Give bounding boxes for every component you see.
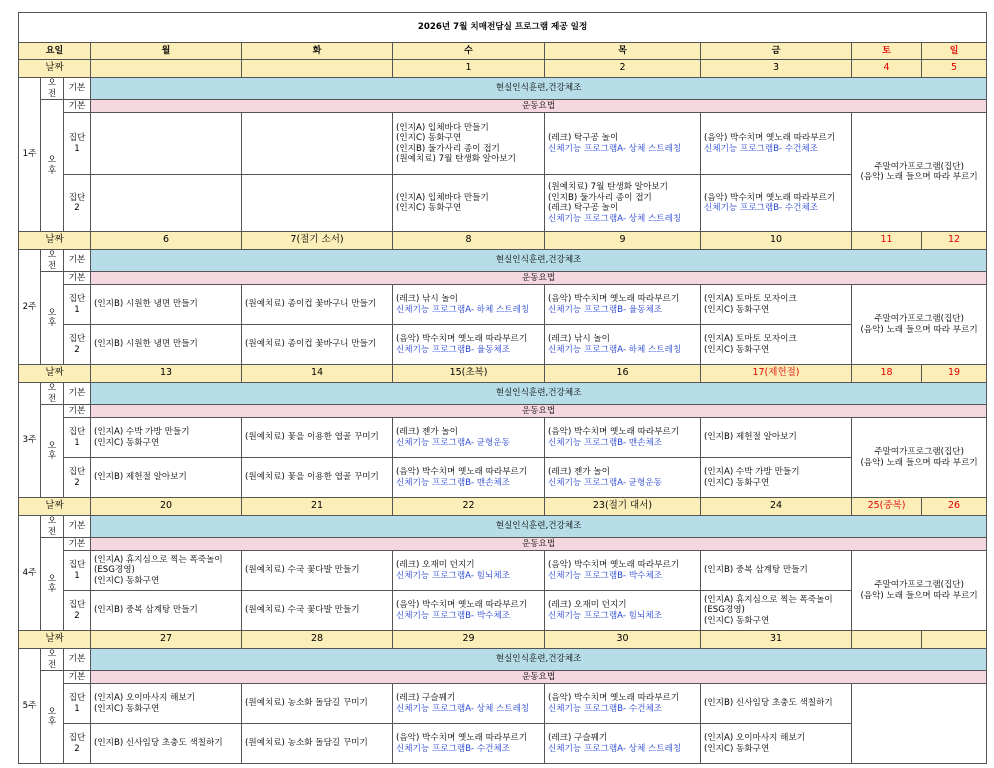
- date-cell: 28: [242, 631, 393, 649]
- activity-cell: [701, 458, 852, 498]
- activity-text: (원예치료) 수국 꽃다발 만들기: [245, 605, 360, 616]
- activity-cell: [393, 418, 545, 458]
- am-row: [19, 250, 987, 272]
- physical-program-text: 신체기능 프로그램B- 수건체조: [704, 143, 819, 154]
- weekend-program-text: (음악) 노래 들으며 따라 부르기: [860, 324, 978, 335]
- am-row: [19, 78, 987, 100]
- group-1-row: [19, 418, 987, 458]
- group-1-row: [19, 684, 987, 724]
- group-1-row: [19, 551, 987, 591]
- activity-text: (인지C) 동화구연: [94, 437, 160, 448]
- activity-text: (인지B) 제헌절 알아보기: [704, 432, 797, 443]
- exercise-therapy-bar: 운동요법: [91, 405, 987, 418]
- activity-text: (레크) 젠가 놀이: [548, 467, 610, 477]
- weekend-program-cell: [852, 113, 987, 232]
- date-cell: 13: [91, 365, 242, 383]
- physical-program-text: 신체기능 프로그램A- 상체 스트레칭: [548, 743, 682, 754]
- cognitive-training-bar: 현실인식훈련,건강체조: [91, 78, 987, 100]
- activity-text: (인지C) 동화구연: [94, 703, 160, 714]
- group-2-row: [19, 591, 987, 631]
- activity-cell: [393, 591, 545, 631]
- activity-cell: [393, 458, 545, 498]
- activity-cell: [701, 724, 852, 764]
- weekend-program-cell: [852, 285, 987, 365]
- activity-text: (음악) 박수치며 옛노래 따라부르기: [396, 467, 528, 477]
- week-label: 3주: [19, 383, 41, 498]
- pm-label: 오후: [41, 272, 64, 365]
- basic-label: 기본: [64, 383, 91, 405]
- activity-text: (원예치료) 수국 꽃다발 만들기: [245, 565, 360, 576]
- activity-cell: [701, 175, 852, 232]
- activity-text: (인지C) 동화구연: [704, 743, 770, 754]
- physical-program-text: 신체기능 프로그램A- 하체 스트레칭: [548, 344, 682, 355]
- basic-label: 기본: [64, 538, 91, 551]
- date-row-label: 날짜: [19, 232, 91, 250]
- activity-cell: [242, 325, 393, 365]
- activity-text: (음악) 박수치며 옛노래 따라부르기: [548, 427, 680, 437]
- basic-label: 기본: [64, 100, 91, 113]
- activity-cell: [545, 551, 701, 591]
- pm-basic-row: [19, 538, 987, 551]
- date-cell: [922, 631, 987, 649]
- activity-cell: [393, 285, 545, 325]
- weekday-fri: 금: [701, 43, 852, 60]
- activity-cell: [91, 551, 242, 591]
- group-1-label: 집단1: [64, 684, 91, 724]
- activity-text: (인지C) 동화구연: [704, 304, 770, 315]
- activity-cell: [242, 551, 393, 591]
- activity-text: (음악) 박수치며 옛노래 따라부르기: [704, 133, 836, 143]
- activity-text: (인지C) 동화구연: [396, 133, 462, 143]
- date-row-label: 날짜: [19, 60, 91, 78]
- date-cell: 30: [545, 631, 701, 649]
- weekend-program-cell: [852, 551, 987, 631]
- physical-program-text: 신체기능 프로그램B- 수건체조: [396, 743, 511, 754]
- date-cell: 24: [701, 498, 852, 516]
- activity-text: (인지C) 동화구연: [396, 203, 462, 213]
- cognitive-training-bar: 현실인식훈련,건강체조: [91, 250, 987, 272]
- activity-text: (음악) 박수치며 옛노래 따라부르기: [704, 192, 836, 203]
- activity-cell: [242, 591, 393, 631]
- activity-text: (레크) 낚시 놀이: [548, 334, 610, 344]
- activity-cell: [545, 113, 701, 175]
- activity-text: (인지B) 시원한 냉면 만들기: [94, 339, 198, 350]
- date-cell: 22: [393, 498, 545, 516]
- basic-label: 기본: [64, 250, 91, 272]
- activity-text: (음악) 박수치며 옛노래 따라부르기: [396, 733, 528, 743]
- activity-cell: [393, 551, 545, 591]
- activity-text: (원예치료) 7월 탄생화 알아보기: [396, 154, 516, 164]
- am-label: 오전: [41, 383, 64, 405]
- activity-cell: [701, 684, 852, 724]
- activity-text: (음악) 박수치며 옛노래 따라부르기: [548, 693, 680, 703]
- date-row-label: 날짜: [19, 631, 91, 649]
- date-row: [19, 232, 987, 250]
- group-1-row: [19, 113, 987, 175]
- exercise-therapy-bar: 운동요법: [91, 272, 987, 285]
- date-row: [19, 60, 987, 78]
- activity-text: (레크) 탁구공 놀이: [548, 133, 619, 143]
- activity-text: (인지B) 신사임당 초충도 색칠하기: [704, 698, 833, 709]
- activity-cell: [91, 113, 242, 175]
- activity-text: (레크) 오재미 던지기: [396, 560, 475, 570]
- date-cell: 9: [545, 232, 701, 250]
- weekday-header-label: 요일: [19, 43, 91, 60]
- date-cell: 23(절기 대서): [545, 498, 701, 516]
- group-2-row: [19, 458, 987, 498]
- activity-text: (인지C) 동화구연: [704, 344, 770, 355]
- physical-program-text: 신체기능 프로그램A- 상체 스트레칭: [548, 213, 682, 224]
- date-cell: 1: [393, 60, 545, 78]
- date-cell: [852, 631, 922, 649]
- date-cell: 12: [922, 232, 987, 250]
- date-cell: 2: [545, 60, 701, 78]
- group-2-label: 집단2: [64, 591, 91, 631]
- activity-cell: [701, 113, 852, 175]
- activity-cell: [91, 285, 242, 325]
- activity-text: (원예치료) 농소화 돌담길 꾸미기: [245, 698, 368, 709]
- pm-basic-row: [19, 671, 987, 684]
- date-cell: 7(절기 소서): [242, 232, 393, 250]
- group-1-label: 집단1: [64, 551, 91, 591]
- activity-text: (레크) 오재미 던지기: [548, 600, 627, 610]
- activity-text: (인지A) 입체바다 만들기: [396, 122, 489, 133]
- group-1-label: 집단1: [64, 113, 91, 175]
- group-2-label: 집단2: [64, 724, 91, 764]
- date-cell: 11: [852, 232, 922, 250]
- date-row: [19, 631, 987, 649]
- week-label: 1주: [19, 78, 41, 232]
- activity-text: (인지A) 휴지심으로 찍는 폭죽놀이: [94, 554, 223, 565]
- activity-text: (인지B) 제헌절 알아보기: [94, 472, 187, 483]
- physical-program-text: 신체기능 프로그램A- 힘뇌체조: [396, 570, 510, 581]
- activity-cell: [701, 591, 852, 631]
- date-row: [19, 365, 987, 383]
- pm-label: 오후: [41, 405, 64, 498]
- pm-basic-row: [19, 272, 987, 285]
- activity-text: (ESG경영): [704, 605, 745, 616]
- date-cell: 10: [701, 232, 852, 250]
- weekend-program-text: 주말여가프로그램(집단): [874, 580, 964, 590]
- activity-cell: [545, 418, 701, 458]
- am-label: 오전: [41, 250, 64, 272]
- date-cell: [91, 60, 242, 78]
- activity-text: (음악) 박수치며 옛노래 따라부르기: [396, 600, 528, 610]
- group-1-row: [19, 285, 987, 325]
- activity-cell: [701, 551, 852, 591]
- weekday-mon: 월: [91, 43, 242, 60]
- physical-program-text: 신체기능 프로그램B- 율동체조: [396, 344, 511, 355]
- activity-cell: [242, 113, 393, 175]
- activity-text: (인지B) 시원한 냉면 만들기: [94, 299, 198, 310]
- activity-text: (ESG경영): [94, 565, 135, 576]
- basic-label: 기본: [64, 671, 91, 684]
- activity-text: (인지C) 동화구연: [704, 615, 770, 626]
- date-cell: 5: [922, 60, 987, 78]
- activity-cell: [545, 285, 701, 325]
- activity-text: (인지A) 수박 가방 만들기: [94, 427, 190, 437]
- weekend-program-text: 주말여가프로그램(집단): [874, 447, 964, 457]
- am-row: [19, 649, 987, 671]
- date-cell: 18: [852, 365, 922, 383]
- date-cell: 17(제헌절): [701, 365, 852, 383]
- activity-cell: [91, 458, 242, 498]
- cognitive-training-bar: 현실인식훈련,건강체조: [91, 516, 987, 538]
- date-cell: 16: [545, 365, 701, 383]
- activity-cell: [91, 418, 242, 458]
- week-label: 2주: [19, 250, 41, 365]
- activity-text: (인지B) 신사임당 초충도 색칠하기: [94, 738, 223, 749]
- activity-text: (인지B) 중복 삼계탕 만들기: [704, 565, 808, 576]
- weekend-program-text: 주말여가프로그램(집단): [874, 314, 964, 324]
- date-cell: 8: [393, 232, 545, 250]
- weekday-sat: 토: [852, 43, 922, 60]
- basic-label: 기본: [64, 516, 91, 538]
- activity-text: (원예치료) 종이컵 꽃바구니 만들기: [245, 299, 377, 310]
- page-title: 2026년 7월 치매전담실 프로그램 제공 일정: [19, 13, 987, 43]
- activity-cell: [242, 285, 393, 325]
- activity-cell: [393, 325, 545, 365]
- activity-cell: [91, 325, 242, 365]
- activity-text: (레크) 젠가 놀이: [396, 427, 458, 437]
- activity-text: (음악) 박수치며 옛노래 따라부르기: [548, 560, 680, 570]
- basic-label: 기본: [64, 405, 91, 418]
- activity-text: (원예치료) 7월 탄생화 알아보기: [548, 182, 668, 192]
- date-cell: 14: [242, 365, 393, 383]
- activity-cell: [545, 458, 701, 498]
- activity-cell: [91, 684, 242, 724]
- group-1-label: 집단1: [64, 418, 91, 458]
- group-2-label: 집단2: [64, 325, 91, 365]
- activity-text: (음악) 박수치며 옛노래 따라부르기: [548, 294, 680, 304]
- physical-program-text: 신체기능 프로그램A- 상체 스트레칭: [548, 143, 682, 154]
- exercise-therapy-bar: 운동요법: [91, 671, 987, 684]
- date-cell: 26: [922, 498, 987, 516]
- weekday-tue: 화: [242, 43, 393, 60]
- pm-basic-row: [19, 100, 987, 113]
- basic-label: 기본: [64, 272, 91, 285]
- pm-label: 오후: [41, 671, 64, 764]
- activity-cell: [545, 591, 701, 631]
- activity-text: (인지C) 동화구연: [94, 575, 160, 586]
- date-cell: 27: [91, 631, 242, 649]
- activity-cell: [701, 325, 852, 365]
- date-cell: 6: [91, 232, 242, 250]
- activity-text: (인지A) 입체바다 만들기: [396, 192, 489, 203]
- activity-cell: [91, 175, 242, 232]
- activity-cell: [393, 113, 545, 175]
- cognitive-training-bar: 현실인식훈련,건강체조: [91, 649, 987, 671]
- date-cell: 19: [922, 365, 987, 383]
- weekday-header-row: [19, 43, 987, 60]
- activity-cell: [242, 418, 393, 458]
- weekday-sun: 일: [922, 43, 987, 60]
- schedule-table: [18, 12, 987, 764]
- activity-cell: [545, 325, 701, 365]
- date-cell: 3: [701, 60, 852, 78]
- exercise-therapy-bar: 운동요법: [91, 538, 987, 551]
- activity-cell: [393, 724, 545, 764]
- pm-label: 오후: [41, 538, 64, 631]
- activity-text: (인지A) 토마토 모자이크: [704, 334, 797, 344]
- activity-cell: [242, 684, 393, 724]
- date-cell: 29: [393, 631, 545, 649]
- activity-cell: [91, 724, 242, 764]
- weekend-program-text: (음악) 노래 들으며 따라 부르기: [860, 590, 978, 601]
- activity-text: (인지A) 수박 가방 만들기: [704, 467, 800, 477]
- activity-text: (음악) 박수치며 옛노래 따라부르기: [396, 334, 528, 344]
- activity-text: (인지A) 휴지심으로 찍는 폭죽놀이: [704, 594, 833, 605]
- activity-cell: [91, 591, 242, 631]
- group-1-label: 집단1: [64, 285, 91, 325]
- physical-program-text: 신체기능 프로그램A- 균형운동: [548, 477, 662, 488]
- pm-label: 오후: [41, 100, 64, 232]
- activity-text: (인지A) 오이마사지 해보기: [704, 733, 806, 743]
- activity-text: (인지B) 중복 삼계탕 만들기: [94, 605, 198, 616]
- activity-cell: [701, 418, 852, 458]
- physical-program-text: 신체기능 프로그램B- 박수체조: [548, 570, 663, 581]
- activity-cell: [242, 458, 393, 498]
- date-cell: 15(초복): [393, 365, 545, 383]
- activity-text: (인지A) 오이마사지 해보기: [94, 693, 196, 703]
- week-label: 5주: [19, 649, 41, 764]
- group-2-label: 집단2: [64, 175, 91, 232]
- activity-text: (레크) 낚시 놀이: [396, 294, 458, 304]
- date-row-label: 날짜: [19, 498, 91, 516]
- activity-text: (원예치료) 꽃을 이용한 엽골 꾸미기: [245, 432, 379, 443]
- physical-program-text: 신체기능 프로그램B- 박수체조: [396, 610, 511, 621]
- group-2-label: 집단2: [64, 458, 91, 498]
- basic-label: 기본: [64, 649, 91, 671]
- physical-program-text: 신체기능 프로그램B- 맨손체조: [548, 437, 663, 448]
- activity-cell: [393, 684, 545, 724]
- cognitive-training-bar: 현실인식훈련,건강체조: [91, 383, 987, 405]
- date-cell: 25(중복): [852, 498, 922, 516]
- date-row: [19, 498, 987, 516]
- group-2-row: [19, 175, 987, 232]
- physical-program-text: 신체기능 프로그램A- 균형운동: [396, 437, 510, 448]
- activity-cell: [545, 175, 701, 232]
- activity-text: (인지A) 토마토 모자이크: [704, 294, 797, 304]
- physical-program-text: 신체기능 프로그램A- 상체 스트레칭: [396, 703, 530, 714]
- activity-cell: [545, 724, 701, 764]
- exercise-therapy-bar: 운동요법: [91, 100, 987, 113]
- weekend-program-cell: [852, 684, 987, 764]
- activity-cell: [242, 175, 393, 232]
- am-label: 오전: [41, 78, 64, 100]
- activity-cell: [242, 724, 393, 764]
- date-cell: 20: [91, 498, 242, 516]
- am-row: [19, 383, 987, 405]
- activity-cell: [701, 285, 852, 325]
- weekend-program-cell: [852, 418, 987, 498]
- physical-program-text: 신체기능 프로그램B- 수건체조: [704, 203, 819, 213]
- schedule-sheet: [18, 12, 987, 764]
- am-row: [19, 516, 987, 538]
- activity-text: (인지C) 동화구연: [704, 477, 770, 488]
- basic-label: 기본: [64, 78, 91, 100]
- activity-text: (레크) 구슬꿰기: [396, 693, 456, 703]
- activity-text: (인지B) 둘가사리 종이 접기: [396, 143, 500, 154]
- weekend-program-text: (음악) 노래 들으며 따라 부르기: [860, 172, 978, 182]
- activity-text: (원예치료) 꽃을 이용한 엽골 꾸미기: [245, 472, 379, 483]
- activity-cell: [545, 684, 701, 724]
- weekend-program-text: 주말여가프로그램(집단): [874, 161, 964, 172]
- group-2-row: [19, 325, 987, 365]
- weekday-wed: 수: [393, 43, 545, 60]
- activity-text: (레크) 구슬꿰기: [548, 733, 608, 743]
- activity-text: (원예치료) 농소화 돌담길 꾸미기: [245, 738, 368, 749]
- physical-program-text: 신체기능 프로그램A- 하체 스트레칭: [396, 304, 530, 315]
- weekday-thu: 목: [545, 43, 701, 60]
- weekend-program-text: (음악) 노래 들으며 따라 부르기: [860, 457, 978, 468]
- date-cell: 21: [242, 498, 393, 516]
- physical-program-text: 신체기능 프로그램B- 율동체조: [548, 304, 663, 315]
- physical-program-text: 신체기능 프로그램B- 맨손체조: [396, 477, 511, 488]
- date-cell: 4: [852, 60, 922, 78]
- group-2-row: [19, 724, 987, 764]
- date-cell: [242, 60, 393, 78]
- date-cell: 31: [701, 631, 852, 649]
- pm-basic-row: [19, 405, 987, 418]
- am-label: 오전: [41, 649, 64, 671]
- physical-program-text: 신체기능 프로그램A- 힘뇌체조: [548, 610, 662, 621]
- week-label: 4주: [19, 516, 41, 631]
- activity-text: (레크) 탁구공 놀이: [548, 203, 619, 213]
- activity-text: (원예치료) 종이컵 꽃바구니 만들기: [245, 339, 377, 350]
- am-label: 오전: [41, 516, 64, 538]
- activity-cell: [393, 175, 545, 232]
- date-row-label: 날짜: [19, 365, 91, 383]
- physical-program-text: 신체기능 프로그램B- 수건체조: [548, 703, 663, 714]
- activity-text: (인지B) 둘가사리 종이 접기: [548, 192, 652, 203]
